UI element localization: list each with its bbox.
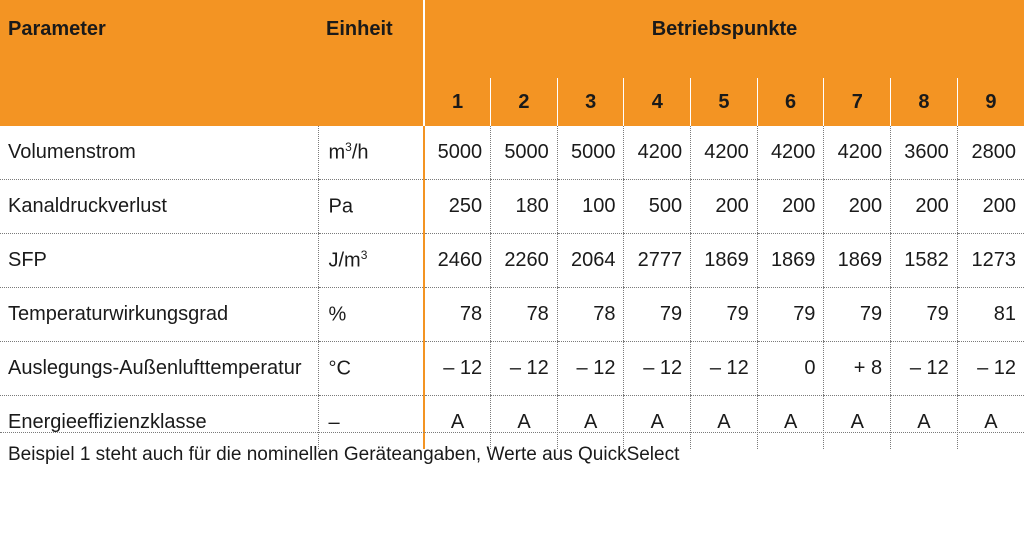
- value-cell: 2260: [491, 234, 558, 288]
- value-cell: A: [557, 396, 624, 450]
- value-cell: – 12: [957, 342, 1024, 396]
- value-cell: 1869: [691, 234, 758, 288]
- table-row: [0, 342, 1024, 396]
- value-cell: 3600: [891, 126, 958, 180]
- footnote: Beispiel 1 steht auch für die nominellen Geräteangaben, Werte aus QuickSelect: [8, 444, 680, 465]
- header-op-number: 6: [757, 78, 824, 126]
- value-cell: A: [691, 396, 758, 450]
- unit-base: %: [328, 303, 347, 326]
- row-unit: [318, 126, 424, 180]
- row-label: Temperaturwirkungsgrad: [0, 288, 318, 342]
- value-cell: 4200: [691, 126, 758, 180]
- unit-base: J/m: [328, 249, 361, 272]
- row-label: Kanaldruckverlust: [0, 180, 318, 234]
- footnote-divider: [0, 432, 1024, 433]
- table-row: [0, 396, 1024, 450]
- value-cell: A: [957, 396, 1024, 450]
- value-cell: – 12: [624, 342, 691, 396]
- value-cell: 79: [624, 288, 691, 342]
- value-cell: 79: [891, 288, 958, 342]
- unit-superscript: 3: [345, 140, 352, 155]
- value-cell: 200: [824, 180, 891, 234]
- value-cell: 180: [491, 180, 558, 234]
- row-unit: [318, 396, 424, 450]
- unit-base: Pa: [328, 195, 353, 218]
- value-cell: – 12: [691, 342, 758, 396]
- row-label: Auslegungs-Außenlufttemperatur: [0, 342, 318, 396]
- value-cell: – 12: [891, 342, 958, 396]
- table-row: [0, 288, 1024, 342]
- value-cell: 100: [557, 180, 624, 234]
- value-cell: – 12: [491, 342, 558, 396]
- row-unit: [318, 180, 424, 234]
- value-cell: 79: [757, 288, 824, 342]
- value-cell: 4200: [757, 126, 824, 180]
- value-cell: 250: [424, 180, 491, 234]
- value-cell: 5000: [557, 126, 624, 180]
- header-operating-points: Betriebspunkte: [424, 0, 1024, 78]
- header-op-number: 7: [824, 78, 891, 126]
- header-op-number: 1: [424, 78, 491, 126]
- value-cell: A: [424, 396, 491, 450]
- value-cell: A: [624, 396, 691, 450]
- row-label: SFP: [0, 234, 318, 288]
- value-cell: 4200: [624, 126, 691, 180]
- value-cell: 1869: [824, 234, 891, 288]
- value-cell: A: [824, 396, 891, 450]
- unit-base: °C: [328, 357, 351, 380]
- value-cell: 78: [424, 288, 491, 342]
- table-row: [0, 126, 1024, 180]
- value-cell: 4200: [824, 126, 891, 180]
- unit-tail: /h: [351, 141, 369, 164]
- value-cell: 79: [691, 288, 758, 342]
- row-label: Volumenstrom: [0, 126, 318, 180]
- table-row: [0, 234, 1024, 288]
- value-cell: A: [491, 396, 558, 450]
- row-label: Energieeffizienzklasse: [8, 411, 207, 433]
- value-cell: 2064: [557, 234, 624, 288]
- value-cell: 200: [957, 180, 1024, 234]
- value-cell: A: [891, 396, 958, 450]
- table-header: [0, 0, 1024, 126]
- row-unit: [318, 234, 424, 288]
- value-cell: 5000: [491, 126, 558, 180]
- value-cell: 1582: [891, 234, 958, 288]
- value-cell: 200: [691, 180, 758, 234]
- unit-superscript: 3: [360, 248, 368, 263]
- value-cell: 5000: [424, 126, 491, 180]
- value-cell: A: [757, 396, 824, 450]
- unit-base: m: [328, 141, 346, 164]
- unit-base: –: [328, 411, 340, 434]
- value-cell: 78: [557, 288, 624, 342]
- value-cell: 2800: [957, 126, 1024, 180]
- table-row: [0, 180, 1024, 234]
- value-cell: – 12: [557, 342, 624, 396]
- header-op-number: 4: [624, 78, 691, 126]
- value-cell: – 12: [424, 342, 491, 396]
- header-op-number: 2: [491, 78, 558, 126]
- value-cell: 1869: [757, 234, 824, 288]
- value-cell: 78: [491, 288, 558, 342]
- value-cell: 200: [757, 180, 824, 234]
- header-parameter: Parameter: [0, 0, 318, 126]
- value-cell: 81: [957, 288, 1024, 342]
- value-cell: 200: [891, 180, 958, 234]
- value-cell: 79: [824, 288, 891, 342]
- value-cell: 1273: [957, 234, 1024, 288]
- value-cell: 0: [757, 342, 824, 396]
- value-cell: 2777: [624, 234, 691, 288]
- value-cell: + 8: [824, 342, 891, 396]
- row-unit: [318, 288, 424, 342]
- header-op-number: 3: [557, 78, 624, 126]
- table-body: [0, 126, 1024, 449]
- header-op-number: 9: [957, 78, 1024, 126]
- header-op-number: 5: [691, 78, 758, 126]
- row-unit: [318, 342, 424, 396]
- value-cell: 2460: [424, 234, 491, 288]
- header-op-number: 8: [891, 78, 958, 126]
- value-cell: 500: [624, 180, 691, 234]
- header-unit: Einheit: [318, 0, 424, 126]
